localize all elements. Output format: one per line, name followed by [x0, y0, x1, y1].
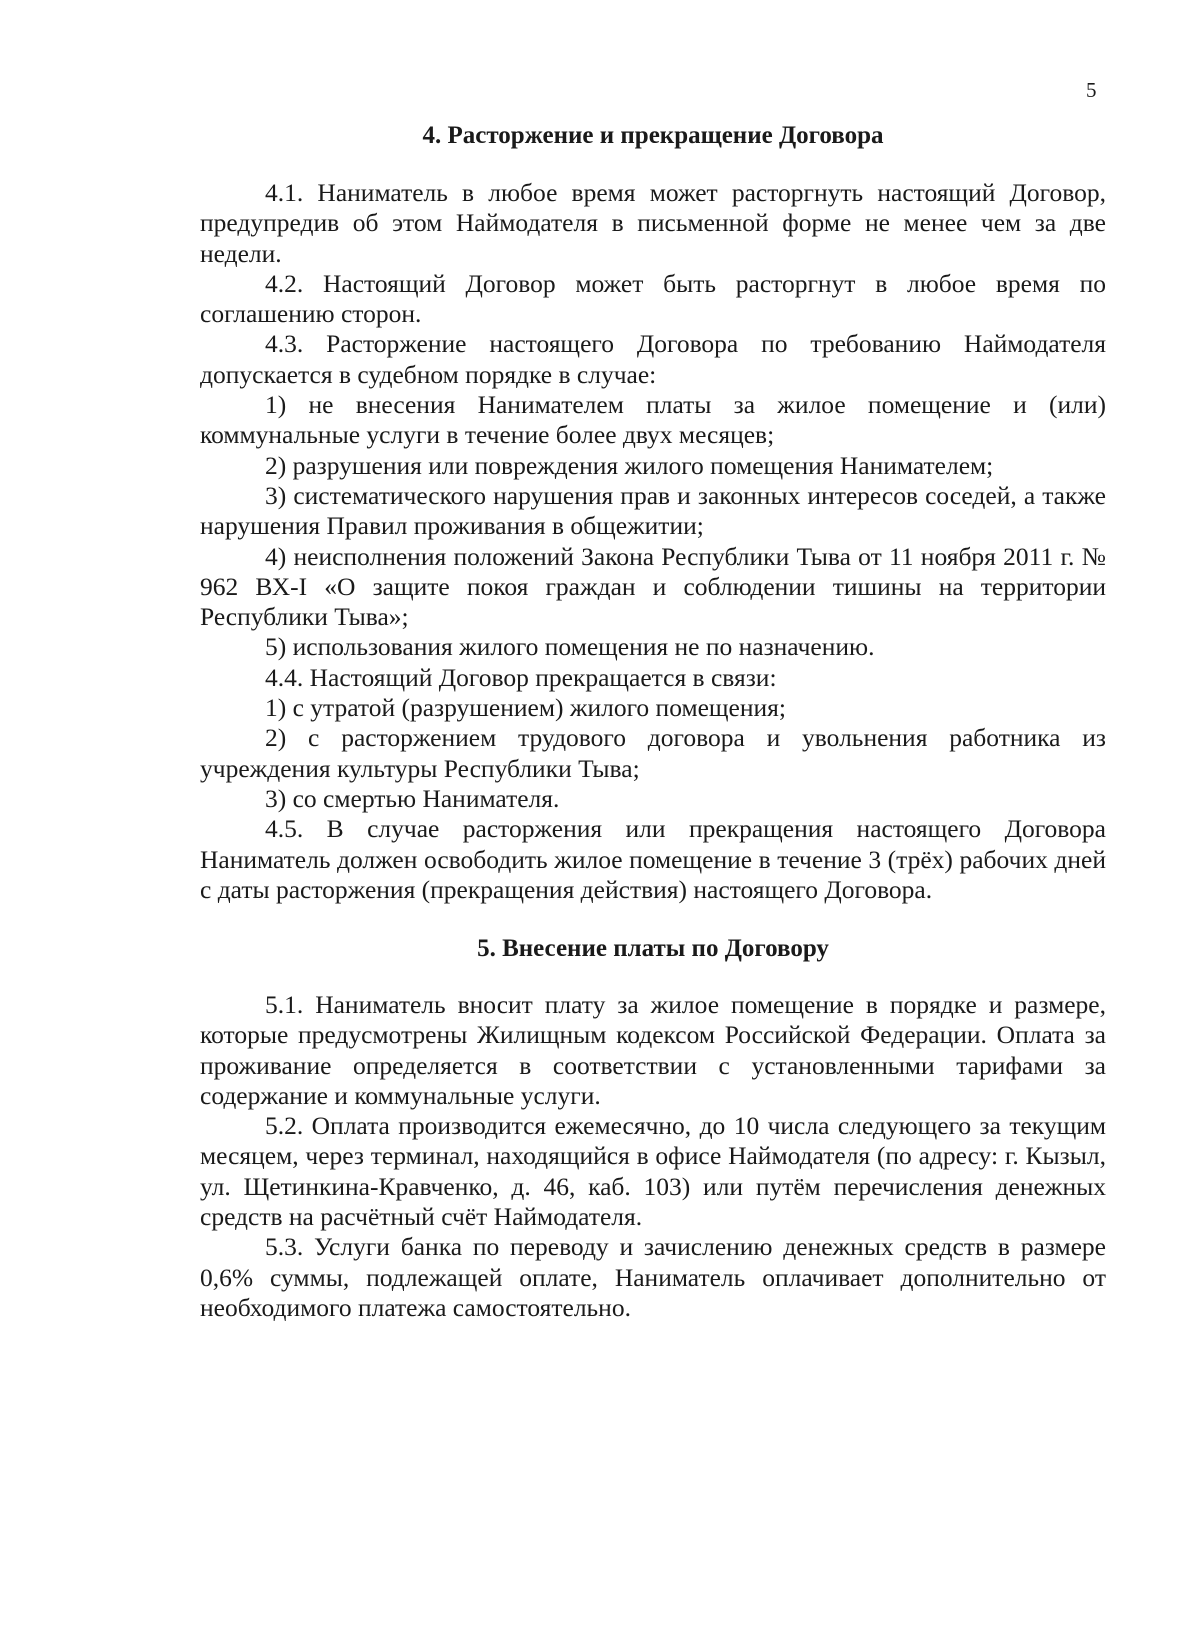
section-5-heading: 5. Внесение платы по Договору — [477, 935, 829, 962]
clause-5-1: 5.1. Наниматель вносит плату за жилое помещение в порядке и размере, которые предусмотрены Жилищным кодексом Российской Федерации. Оплата за проживание определяется в соответствии с установленными тарифами за содержание и коммунальные услуги. — [200, 990, 1106, 1110]
page-number: 5 — [1086, 78, 1097, 102]
clause-4-3-item-2: 2) разрушения или повреждения жилого помещения Нанимателем; — [265, 450, 994, 480]
clause-4-5: 4.5. В случае расторжения или прекращения настоящего Договора Наниматель должен освободить жилое помещение в течение 3 (трёх) рабочих дней с даты расторжения (прекращения действия) настоящего Договора. — [200, 814, 1106, 904]
clause-4-2: 4.2. Настоящий Договор может быть расторгнут в любое время по соглашению сторон. — [200, 268, 1106, 329]
clause-4-1: 4.1. Наниматель в любое время может расторгнуть настоящий Договор, предупредив об этом Наймодателя в письменной форме не менее чем за две недели. — [200, 178, 1106, 268]
clause-4-4-item-1: 1) с утратой (разрушением) жилого помещения; — [265, 693, 786, 723]
clause-5-2: 5.2. Оплата производится ежемесячно, до 10 числа следующего за текущим месяцем, через терминал, находящийся в офисе Наймодателя (по адресу: г. Кызыл, ул. Щетинкина-Кравченко, д. 46, каб. 103) или путём перечисления денежных средств на расчётный счёт Наймодателя. — [200, 1111, 1106, 1232]
clause-4-3-item-3: 3) систематического нарушения прав и законных интересов соседей, а также нарушения Правил проживания в общежитии; — [200, 480, 1106, 541]
section-4-heading: 4. Расторжение и прекращение Договора — [422, 122, 884, 149]
clause-4-4-item-3: 3) со смертью Нанимателя. — [265, 783, 560, 813]
section-4-body — [200, 178, 1106, 905]
clause-4-3-item-4: 4) неисполнения положений Закона Республики Тыва от 11 ноября 2011 г. № 962 ВХ-I «О защите покоя граждан и соблюдении тишины на территории Республики Тыва»; — [200, 541, 1106, 632]
clause-4-3-item-1: 1) не внесения Нанимателем платы за жилое помещение и (или) коммунальные услуги в течение более двух месяцев; — [200, 390, 1106, 450]
section-5-body — [200, 990, 1106, 1323]
clause-4-4-item-2: 2) с расторжением трудового договора и увольнения работника из учреждения культуры Республики Тыва; — [200, 723, 1106, 783]
clause-4-3: 4.3. Расторжение настоящего Договора по требованию Наймодателя допускается в судебном порядке в случае: — [200, 329, 1106, 389]
clause-4-4: 4.4. Настоящий Договор прекращается в связи: — [265, 662, 777, 692]
clause-4-3-item-5: 5) использования жилого помещения не по назначению. — [265, 632, 875, 662]
clause-5-3: 5.3. Услуги банка по переводу и зачислению денежных средств в размере 0,6% суммы, подлежащей оплате, Наниматель оплачивает дополнительно от необходимого платежа самостоятельно. — [200, 1232, 1106, 1322]
